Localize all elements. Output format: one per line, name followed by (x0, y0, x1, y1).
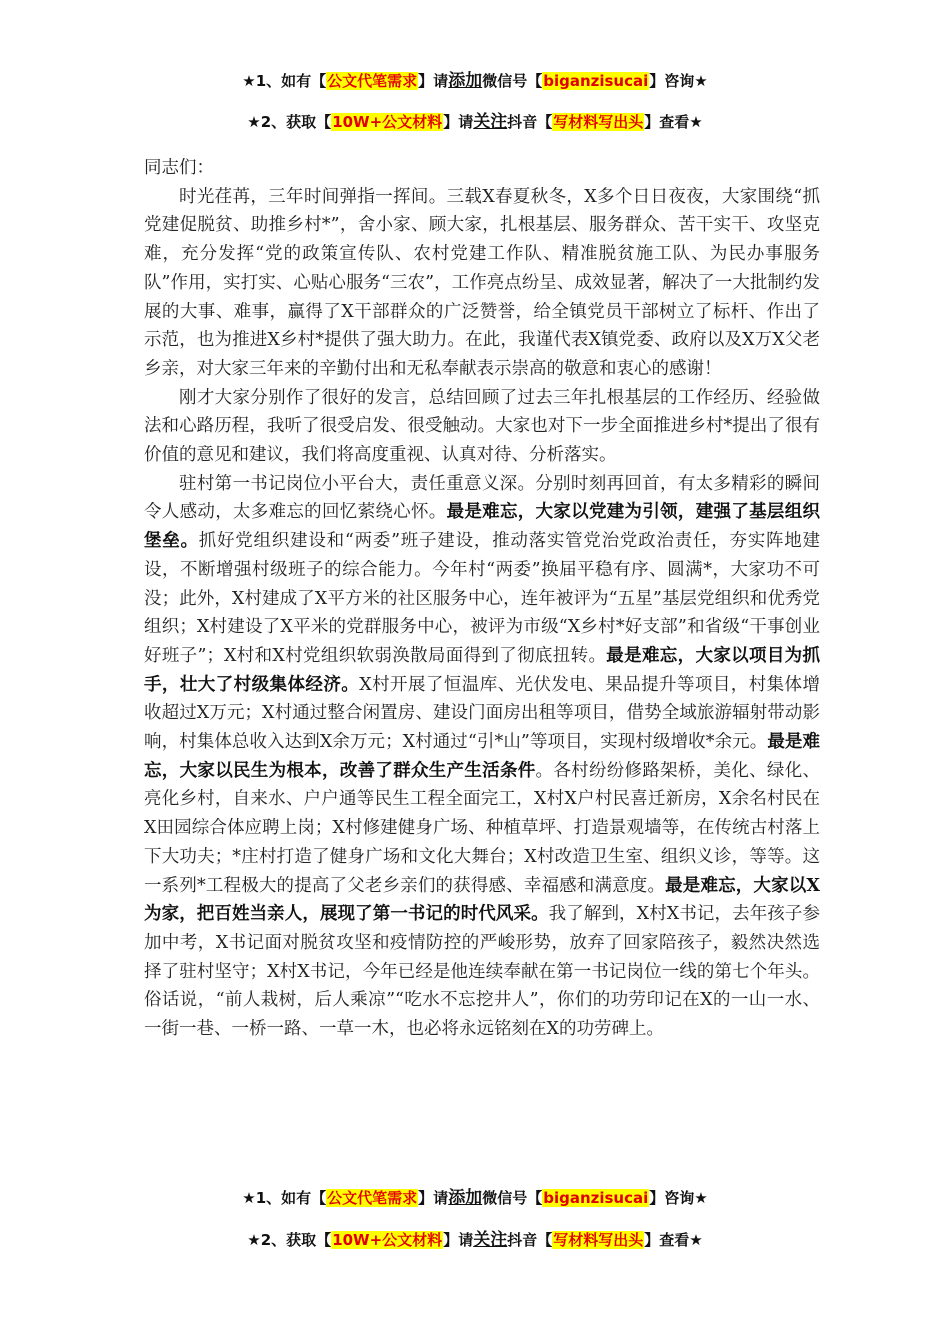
banner-highlight-materials: 10W+公文材料 (332, 1231, 443, 1249)
paragraph-text: 我了解到，X村X书记，去年孩子参加中考，X书记面对脱贫攻坚和疫情防控的严峻形势，放弃了回家陪孩子，毅然决然选择了驻村坚守；X村X书记，今年已经是他连续奉献在第一书记岗位一线的第七个年头。俗话说，“前人栽树，后人乘凉”“吃水不忘挖井人”，你们的功劳印记在X的一山一水、一街一巷、一桥一路、一草一木，也必将永远铭刻在X的功劳碑上。 (144, 904, 821, 1040)
banner-highlight-service: 公文代笔需求 (327, 1189, 418, 1207)
banner-underlined-word: 添加 (448, 71, 483, 91)
banner-highlight-douyin: 写材料写出头 (553, 113, 644, 131)
ad-banner-line-2 (0, 111, 950, 133)
banner-highlight-wechat-id: biganzisucai (543, 72, 649, 90)
paragraph-text: 抓好党组织建设和“两委”班子建设，推动落实管党治党政治责任，夯实阵地建设，不断增强村级班子的综合能力。今年村“两委”换届平稳有序、圆满*，大家功不可没；此外，X村建成了X平方米的社区服务中心，连年被评为“五星”基层党组织和优秀党组织；X村建设了X平米的党群服务中心，被评为市级“X乡村*好支部”和省级“干事创业好班子”；X村和X村党组织软弱涣散局面得到了彻底扭转。 (144, 531, 821, 666)
banner-highlight-douyin: 写材料写出头 (553, 1231, 644, 1249)
ad-banner-bottom-line-2 (0, 1229, 950, 1251)
paragraph-text: X村开展了恒温库、光伏发电、果品提升等项目，村集体增收超过X万元；X村通过整合闲置房、建设门面房出租等项目，借势全域旅游辐射带动影响，村集体总收入达到X余万元；X村通过“引*山”等项目，实现村级增收*余元。 (144, 674, 820, 753)
ad-banner-line-1 (0, 70, 950, 92)
banner-prefix: ★2、获取【 (247, 113, 332, 131)
banner-underlined-word: 关注 (473, 1230, 508, 1250)
paragraph-2: 刚才大家分别作了很好的发言，总结回顾了过去三年扎根基层的工作经历、经验做法和心路历程，我听了很受启发、很受触动。大家也对下一步全面推进乡村*提出了很有价值的意见和建议，我们将高度重视、认真对待、分析落实。 (144, 387, 820, 466)
speech-body (144, 154, 820, 1044)
banner-prefix: ★2、获取【 (247, 1231, 332, 1249)
banner-text: 抖音【 (507, 113, 553, 131)
banner-text: 】请 (418, 1189, 449, 1207)
banner-prefix: ★1、如有【 (242, 72, 327, 90)
paragraph-3 (144, 470, 820, 1044)
bold-heading-party-building: 最是难忘，大家以党建为引领，建强了基层组织堡垒。 (144, 502, 821, 552)
paragraph-1: 时光荏苒，三年时间弹指一挥间。三载X春夏秋冬，X多个日日夜夜，大家围绕“抓党建促脱贫、助推乡村*”，舍小家、顾大家，扎根基层、服务群众、苦干实干、攻坚克难，充分发挥“党的政策宣传队、农村党建工作队、精准脱贫施工队、为民办事服务队”作用，实打实、心贴心服务“三农”，工作亮点纷呈、成效显著，解决了一大批制约发展的大事、难事，赢得了X干部群众的广泛赞誉，给全镇党员干部树立了标杆、作出了示范，也为推进X乡村*提供了强大助力。在此，我谨代表X镇党委、政府以及X万X父老乡亲，对大家三年来的辛勤付出和无私奉献表示崇高的敬意和衷心的感谢！ (144, 186, 820, 379)
banner-suffix: 】查看★ (644, 113, 703, 131)
banner-text: 】请 (443, 113, 474, 131)
banner-underlined-word: 关注 (473, 112, 508, 132)
banner-text: 抖音【 (507, 1231, 553, 1249)
banner-text: 】请 (443, 1231, 474, 1249)
ad-banner-bottom-line-1 (0, 1187, 950, 1209)
banner-text: 微信号【 (482, 1189, 543, 1207)
banner-prefix: ★1、如有【 (242, 1189, 327, 1207)
bold-heading-collective-economy: 最是难忘，大家以项目为抓手，壮大了村级集体经济。 (144, 645, 821, 695)
banner-highlight-materials: 10W+公文材料 (332, 113, 443, 131)
banner-highlight-wechat-id: biganzisucai (543, 1189, 649, 1207)
banner-text: 】请 (418, 72, 449, 90)
salutation: 同志们： (144, 158, 214, 178)
banner-suffix: 】咨询★ (649, 1189, 708, 1207)
paragraph-text: 。各村纷纷修路架桥，美化、绿化、亮化乡村，自来水、户户通等民生工程全面完工，X村X户村民喜迁新房，X余名村民在X田园综合体应聘上岗；X村修建健身广场、种植草坪、打造景观墙等，在传统古村落上下大功夫；*庄村打造了健身广场和文化大舞台；X村改造卫生室、组织义诊，等等。这一系列*工程极大的提高了父老乡亲们的获得感、幸福感和满意度。 (144, 760, 821, 896)
banner-text: 微信号【 (482, 72, 543, 90)
banner-underlined-word: 添加 (448, 1188, 483, 1208)
paragraph-text: 驻村第一书记岗位小平台大，责任重意义深。分别时刻再回首，有太多精彩的瞬间令人感动，太多难忘的回忆萦绕心怀。 (144, 473, 820, 523)
bold-heading-livelihood: 最是难忘，大家以民生为根本，改善了群众生产生活条件 (144, 732, 821, 781)
banner-suffix: 】咨询★ (649, 72, 708, 90)
bold-heading-first-secretary: 最是难忘，大家以X为家，把百姓当亲人，展现了第一书记的时代风采。 (144, 875, 821, 925)
banner-suffix: 】查看★ (644, 1231, 703, 1249)
banner-highlight-service: 公文代笔需求 (327, 72, 418, 90)
